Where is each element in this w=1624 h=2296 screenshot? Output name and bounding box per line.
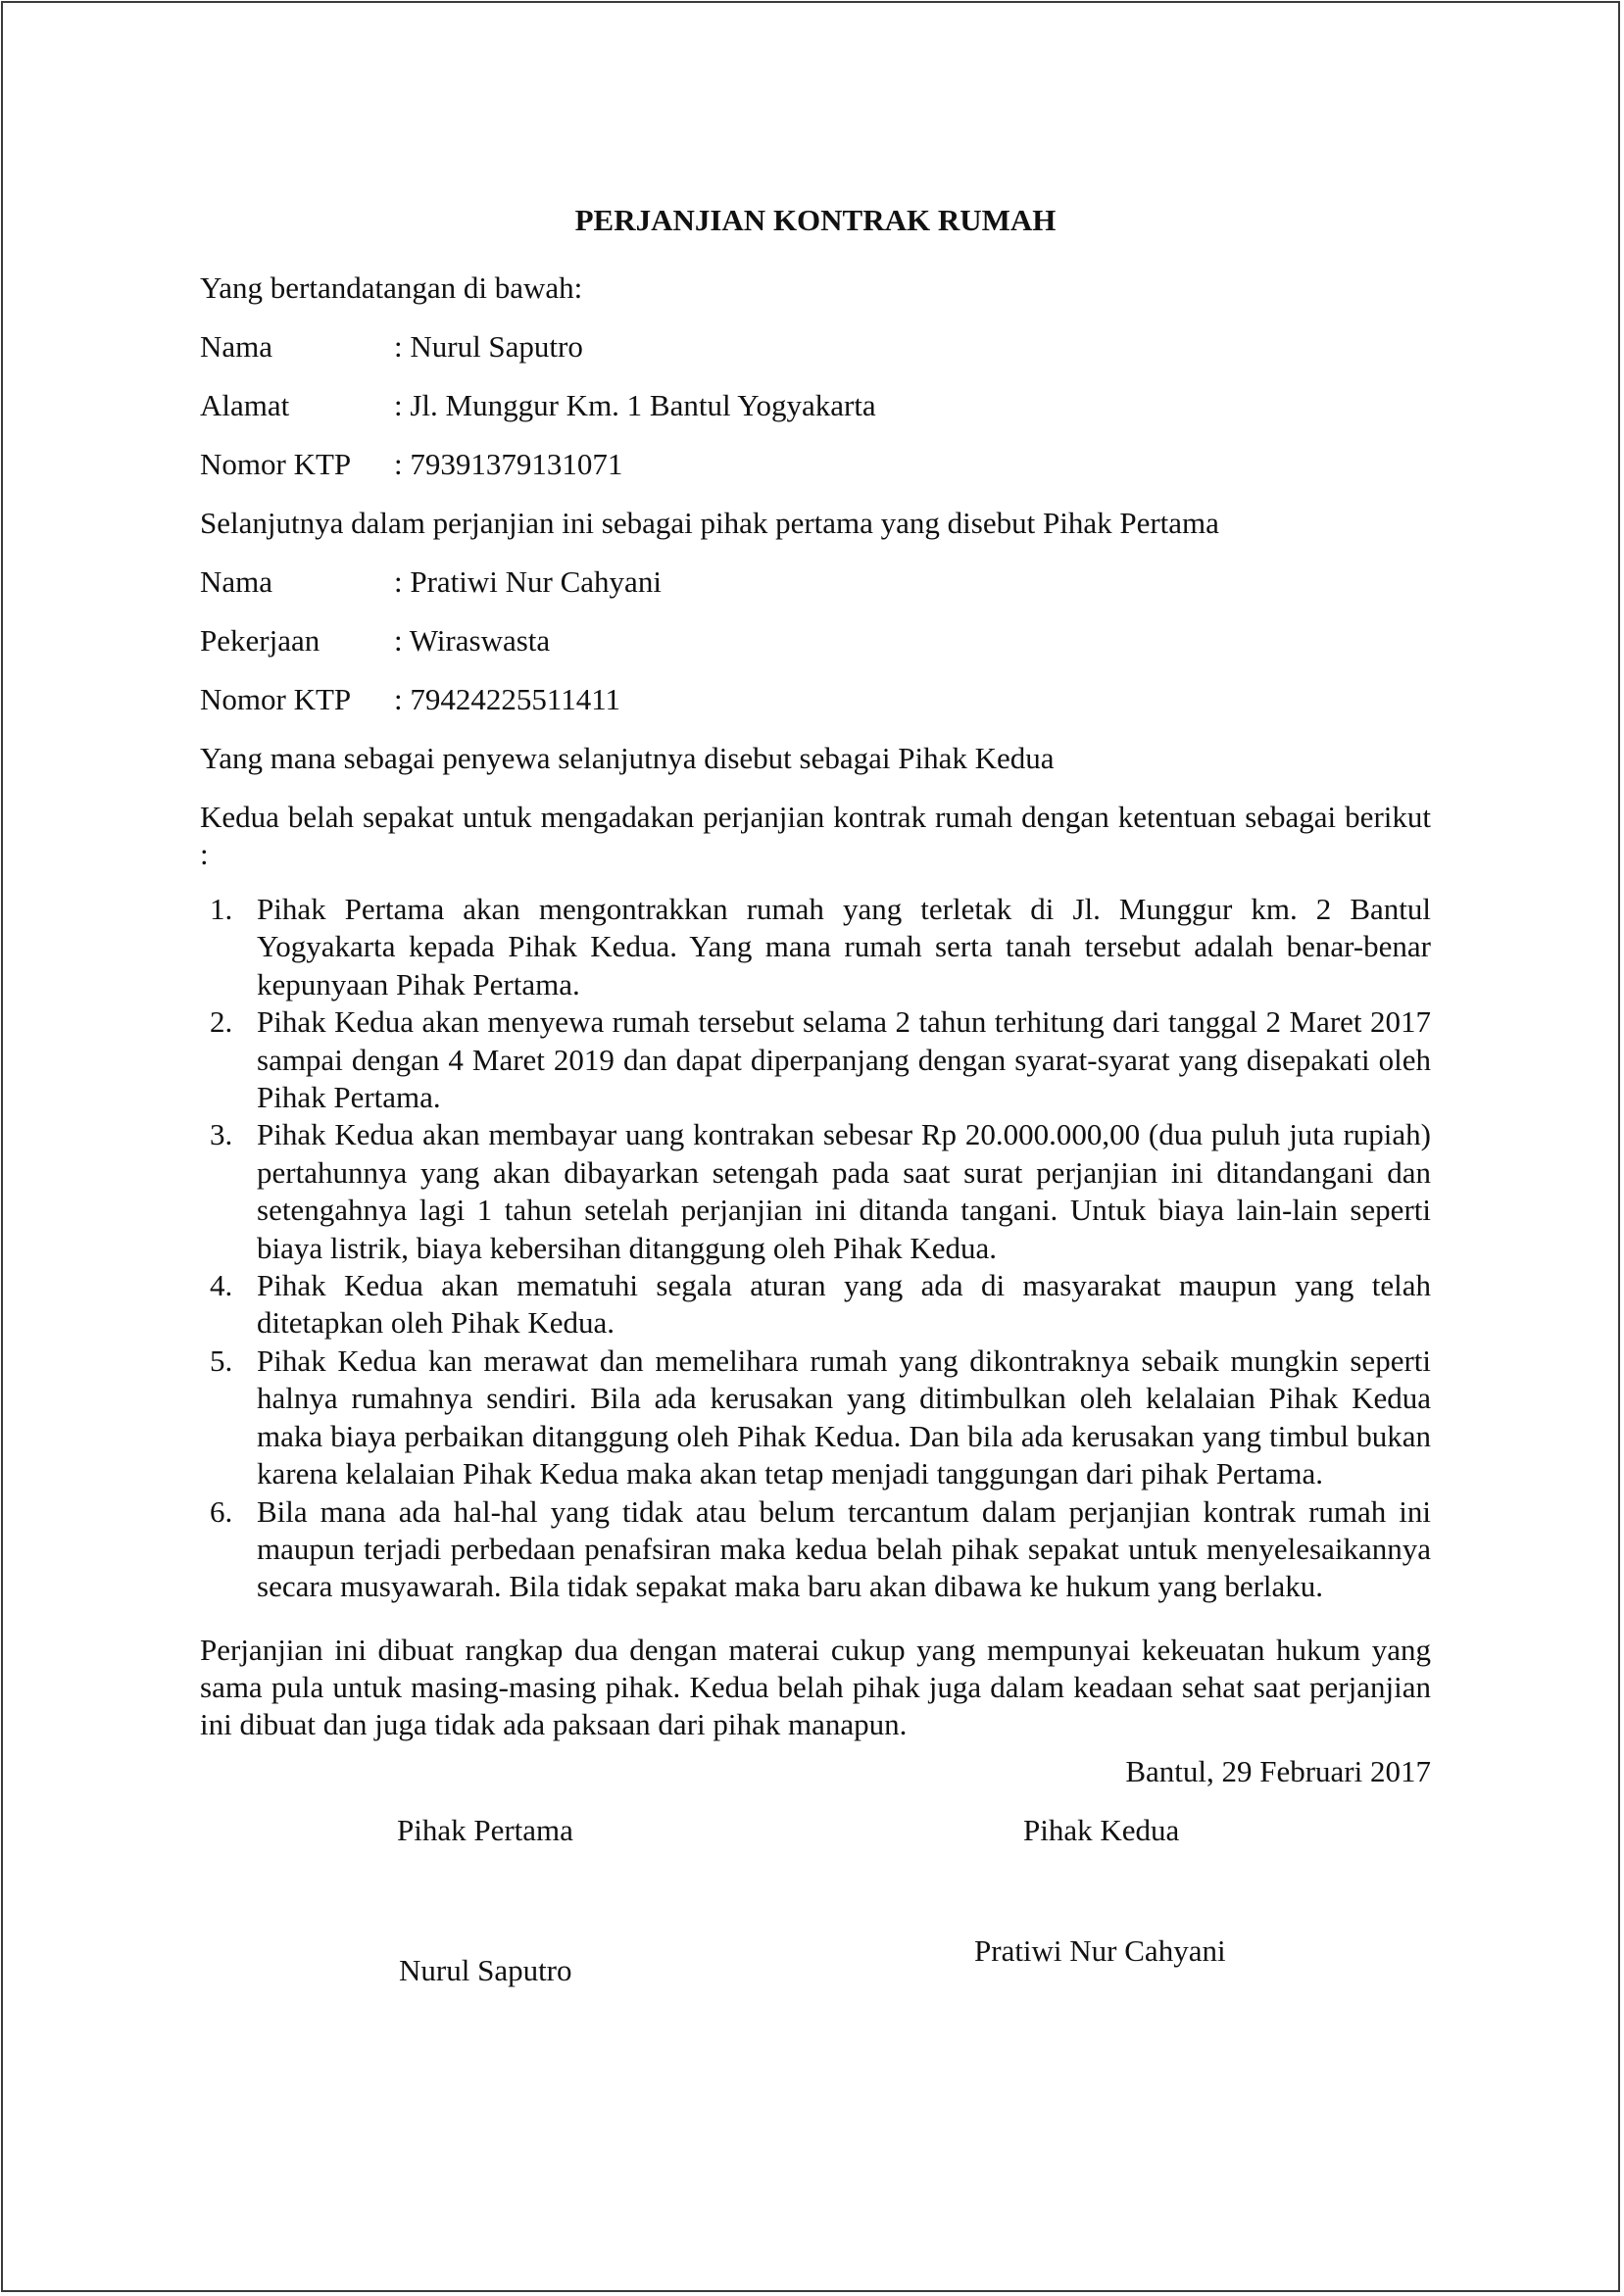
field-label: Nomor KTP	[200, 682, 352, 716]
field-value: : 79391379131071	[394, 447, 623, 481]
clause-number: 1.	[210, 892, 233, 926]
clause-text: Pihak Pertama akan mengontrakkan rumah yang terletak di Jl. Munggur km. 2 Bantul Yogyakarta kepada Pihak Kedua. Yang mana rumah serta tanah tersebut adalah benar-benar kepunyaan Pihak Pertama.	[257, 892, 1431, 1001]
field-value: : Pratiwi Nur Cahyani	[394, 564, 662, 599]
field-label: Nama	[200, 329, 273, 364]
second-party-signature-heading: Pihak Kedua	[1023, 1812, 1180, 1847]
first-party-ktp-row	[200, 446, 1431, 483]
second-party-occupation-row	[200, 622, 1431, 659]
clause-item	[200, 891, 1431, 1003]
clause-item	[200, 1003, 1431, 1116]
first-party-details	[200, 328, 1431, 483]
clause-item	[200, 1343, 1431, 1493]
first-party-signature-heading: Pihak Pertama	[397, 1812, 573, 1847]
opening-line: Yang bertandatangan di bawah:	[200, 270, 583, 305]
field-value: : Jl. Munggur Km. 1 Bantul Yogyakarta	[394, 388, 876, 422]
clause-text: Bila mana ada hal-hal yang tidak atau belum tercantum dalam perjanjian kontrak rumah ini maupun terjadi perbedaan penafsiran maka kedua belah pihak sepakat untuk menyelesaikannya secara musyawarah. Bila tidak sepakat maka baru akan dibawa ke hukum yang berlaku.	[257, 1493, 1431, 1604]
clause-item	[200, 1116, 1431, 1267]
clause-item	[200, 1267, 1431, 1343]
first-party-note: Selanjutnya dalam perjanjian ini sebagai pihak pertama yang disebut Pihak Pertama	[200, 506, 1219, 540]
clause-item	[200, 1493, 1431, 1606]
document-title: PERJANJIAN KONTRAK RUMAH	[574, 203, 1057, 237]
clause-text: Pihak Kedua akan menyewa rumah tersebut selama 2 tahun terhitung dari tanggal 2 Maret 2017 sampai dengan 4 Maret 2019 dan dapat diperpanjang dengan syarat-syarat yang disepakati oleh Pihak Pertama.	[257, 1004, 1431, 1115]
second-party-signer-name: Pratiwi Nur Cahyani	[974, 1932, 1226, 1968]
clause-number: 4.	[210, 1268, 233, 1303]
field-label: Nama	[200, 564, 273, 599]
clause-list	[200, 891, 1431, 1606]
first-party-name-row	[200, 328, 1431, 366]
first-party-signer-name: Nurul Saputro	[399, 1952, 572, 1987]
clause-text: Pihak Kedua akan membayar uang kontrakan sebesar Rp 20.000.000,00 (dua puluh juta rupiah) pertahunnya yang akan dibayarkan setengah pada saat surat perjanjian ini ditandangani dan setengahnya lagi 1 tahun setelah perjanjian ini ditanda tangani. Untuk biaya lain-lain seperti biaya listrik, biaya kebersihan ditanggung oleh Pihak Kedua.	[257, 1117, 1431, 1265]
field-value: : Wiraswasta	[394, 623, 551, 658]
field-value: : 79424225511411	[394, 682, 621, 716]
clause-number: 2.	[210, 1004, 233, 1040]
clause-number: 6.	[210, 1493, 233, 1529]
clause-number: 3.	[210, 1117, 233, 1152]
second-party-details	[200, 563, 1431, 718]
document-page	[1, 1, 1620, 2292]
field-label: Pekerjaan	[200, 623, 320, 658]
second-party-name-row	[200, 563, 1431, 601]
second-party-note: Yang mana sebagai penyewa selanjutnya disebut sebagai Pihak Kedua	[200, 741, 1055, 775]
clause-text: Pihak Kedua akan mematuhi segala aturan yang ada di masyarakat maupun yang telah ditetapkan oleh Pihak Kedua.	[257, 1268, 1431, 1341]
second-party-ktp-row	[200, 681, 1431, 718]
signature-block	[200, 1812, 1431, 1988]
clause-text: Pihak Kedua kan merawat dan memelihara rumah yang dikontraknya sebaik mungkin seperti halnya rumahnya sendiri. Bila ada kerusakan yang ditimbulkan oleh kelalaian Pihak Kedua maka biaya perbaikan ditanggung oleh Pihak Kedua. Dan bila ada kerusakan yang timbul bukan karena kelalaian Pihak Kedua maka akan tetap menjadi tanggungan dari pihak Pertama.	[257, 1343, 1431, 1491]
field-label: Alamat	[200, 388, 290, 422]
field-label: Nomor KTP	[200, 447, 352, 481]
closing-paragraph: Perjanjian ini dibuat rangkap dua dengan materai cukup yang mempunyai kekeuatan hukum yang sama pula untuk masing-masing pihak. Kedua belah pihak juga dalam keadaan sehat saat perjanjian ini dibuat dan juga tidak ada paksaan dari pihak manapun.	[200, 1632, 1431, 1741]
first-party-address-row	[200, 387, 1431, 424]
clause-number: 5.	[210, 1343, 233, 1378]
agreement-intro: Kedua belah sepakat untuk mengadakan perjanjian kontrak rumah dengan ketentuan sebagai berikut :	[200, 800, 1431, 871]
field-value: : Nurul Saputro	[394, 329, 583, 364]
place-date: Bantul, 29 Februari 2017	[1125, 1753, 1431, 1788]
document-body	[200, 195, 1431, 1988]
